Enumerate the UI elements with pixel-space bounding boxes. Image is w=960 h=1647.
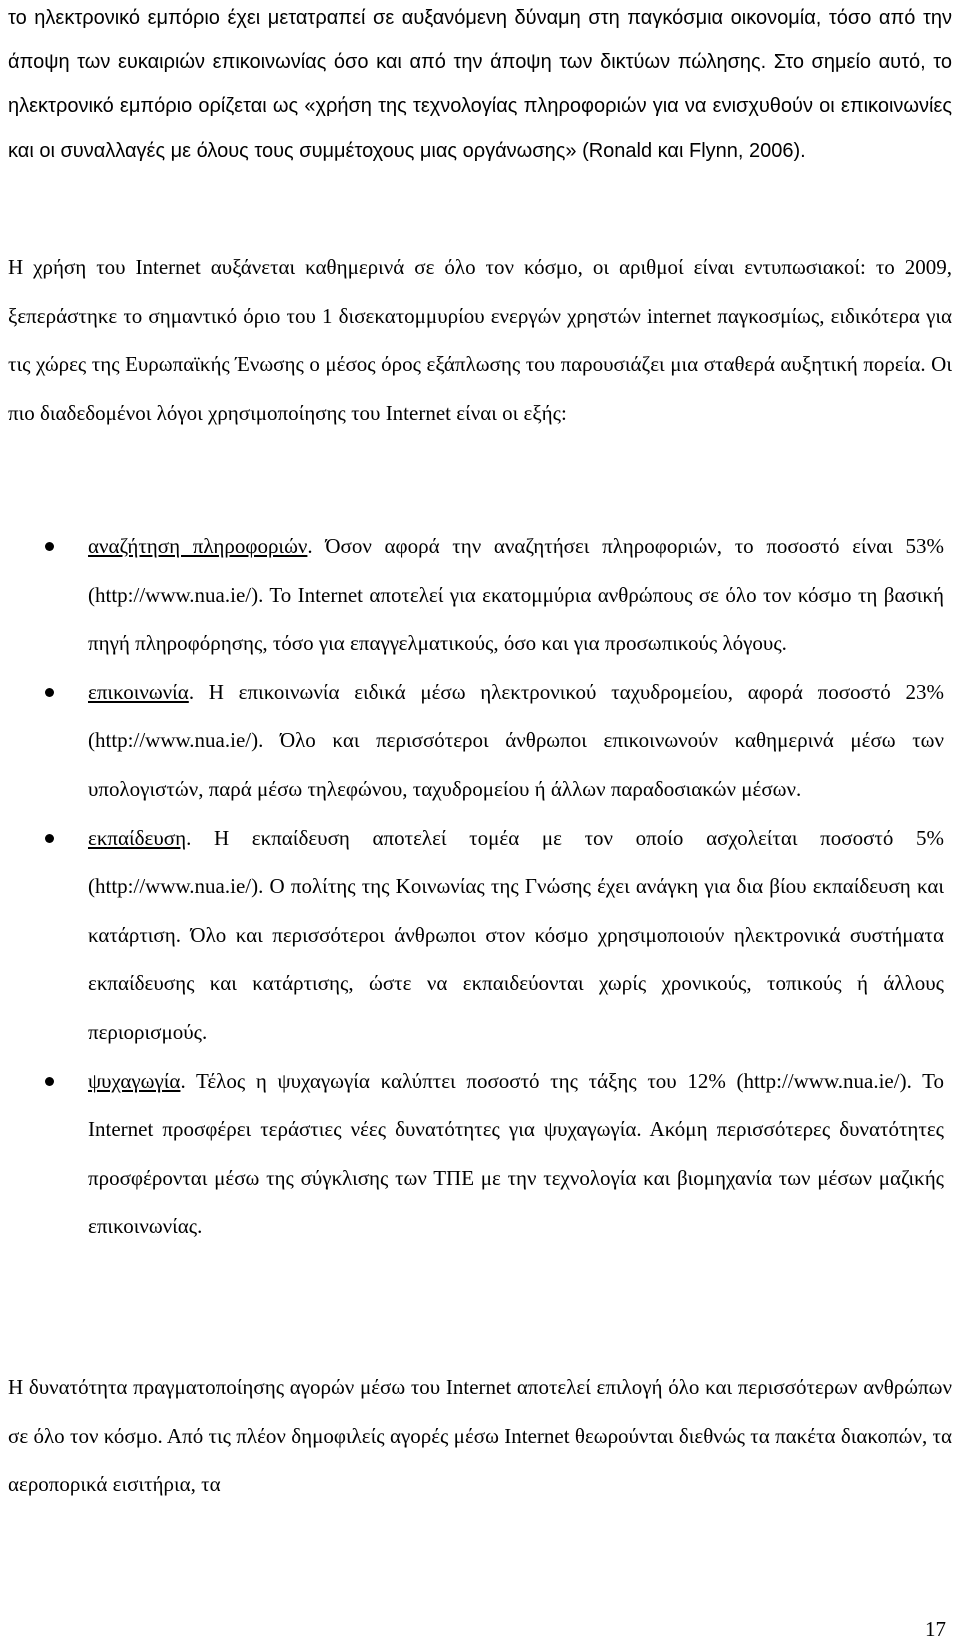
bullet-item-entertainment <box>0 1057 944 1251</box>
bullet-text: . Όσον αφορά την αναζητήσει πληροφοριών, το ποσοστό είναι 53% (http://www.nua.ie/). Το Internet αποτελεί για εκατομμύρια ανθρώπους σε όλο τον κόσμο τη βασική πηγή πληροφόρησης, τόσο για επαγγελματικούς, όσο και για προσωπικούς λόγους. <box>88 534 944 656</box>
bullet-item-communication <box>0 668 944 814</box>
bullet-icon <box>45 542 54 551</box>
page-number: 17 <box>925 1617 946 1641</box>
reasons-bullet-list <box>0 522 960 1251</box>
bullet-icon <box>45 1077 54 1086</box>
bullet-text: . Η εκπαίδευση αποτελεί τομέα με τον οποίο ασχολείται ποσοστό 5% (http://www.nua.ie/). Ο πολίτης της Κοινωνίας της Γνώσης έχει ανάγκη για δια βίου εκπαίδευση και κατάρτιση. Όλο και περισσότεροι άνθρωποι στον κόσμο χρησιμοποιούν ηλεκτρονικά συστήματα εκπαίδευσης και κατάρτισης, ώστε να εκπαιδεύονται χωρίς χρονικούς, τοπικούς ή άλλους περιορισμούς. <box>88 825 944 1044</box>
bullet-icon <box>45 688 54 697</box>
bullet-text: . Η επικοινωνία ειδικά μέσω ηλεκτρονικού ταχυδρομείου, αφορά ποσοστό 23% (http://www.nua.ie/). Όλο και περισσότεροι άνθρωποι επικοινωνούν καθημερινά μέσω των υπολογιστών, παρά μέσω τηλεφώνου, ταχυδρομείου ή άλλων παραδοσιακών μέσων. <box>88 679 944 801</box>
bullet-icon <box>45 834 54 843</box>
bullet-term: αναζήτηση πληροφοριών <box>88 534 308 558</box>
bullet-term: επικοινωνία <box>88 679 189 704</box>
intro-paragraph: το ηλεκτρονικό εμπόριο έχει μετατραπεί σε αυξανόμενη δύναμη στη παγκόσμια οικονομία, τόσο από την άποψη των ευκαιριών επικοινωνίας όσο και από την άποψη των δικτύων πώλησης. Στο σημείο αυτό, το ηλεκτρονικό εμπόριο ορίζεται ως «χρήση της τεχνολογίας πληροφοριών για να ενισχυθούν οι επικοινωνίες και οι συναλλαγές με όλους τους συμμέτοχους μιας οργάνωσης» (Ronald και Flynn, 2006). <box>8 7 952 162</box>
bullet-text: . Τέλος η ψυχαγωγία καλύπτει ποσοστό της τάξης του 12% (http://www.nua.ie/). Το Internet προσφέρει τεράστιες νέες δυνατότητες για ψυχαγωγία. Ακόμη περισσότερες δυνατότητες προσφέρονται μέσω της σύγκλισης των ΤΠΕ με την τεχνολογία και βιομηχανία των μέσων μαζικής επικοινωνίας. <box>88 1068 944 1239</box>
closing-paragraph: Η δυνατότητα πραγματοποίησης αγορών μέσω του Internet αποτελεί επιλογή όλο και περισσότερων ανθρώπων σε όλο τον κόσμο. Από τις πλέον δημοφιλείς αγορές μέσω Internet θεωρούνται διεθνώς τα πακέτα διακοπών, τα αεροπορικά εισιτήρια, τα <box>8 1375 952 1497</box>
bullet-item-education <box>0 814 944 1057</box>
bullet-term: εκπαίδευση <box>88 825 187 850</box>
internet-usage-paragraph: Η χρήση του Internet αυξάνεται καθημερινά σε όλο τον κόσμο, οι αριθμοί είναι εντυπωσιακοί: το 2009, ξεπεράστηκε το σημαντικό όριο του 1 δισεκατομμυρίου ενεργών χρηστών internet παγκοσμίως, ειδικότερα για τις χώρες της Ευρωπαϊκής Ένωσης ο μέσος όρος εξάπλωσης του παρουσιάζει μια σταθερά αυξητική πορεία. Οι πιο διαδεδομένοι λόγοι χρησιμοποίησης του Internet είναι οι εξής: <box>8 255 952 425</box>
bullet-term: ψυχαγωγία <box>88 1068 181 1093</box>
bullet-item-information-search <box>0 522 944 668</box>
